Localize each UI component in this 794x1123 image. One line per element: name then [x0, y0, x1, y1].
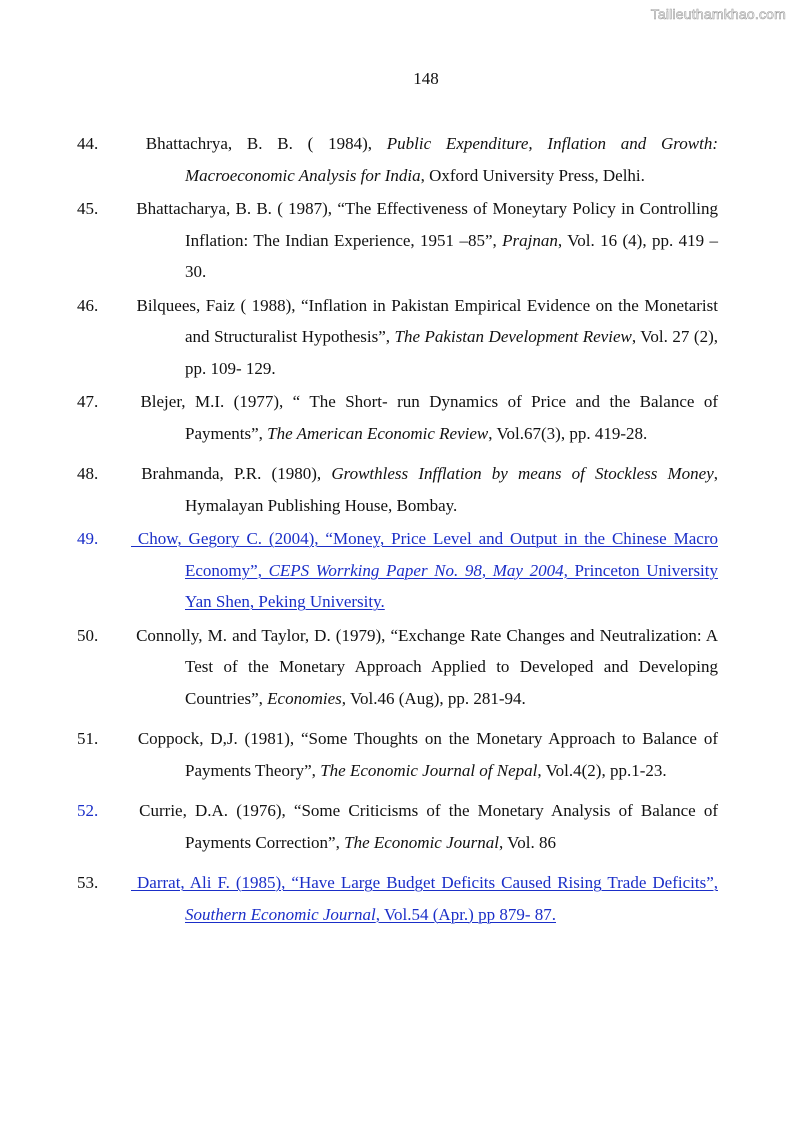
reference-text: , Vol. 16 (4), pp. 419 – 30.: [185, 230, 718, 281]
reference-text: Currie, D.A. (1976), “Some Criticisms of the Monetary Analysis of Balance of Payments Correction”,: [139, 801, 718, 852]
reference-45: 45. Bhattacharya, B. B. ( 1987), “The Effectiveness of Moneytary Policy in Controlling Inflation: The Indian Experience, 1951 –85”, Prajnan, Vol. 16 (4), pp. 419 – 30.: [77, 199, 718, 281]
reference-journal: The Pakistan Development Review: [394, 327, 632, 346]
reference-48: 48. Brahmanda, P.R. (1980), Growthless Infflation by means of Stockless Money, Hymalayan Publishing House, Bombay.: [77, 464, 719, 515]
reference-47: 47. Blejer, M.I. (1977), “ The Short- run Dynamics of Price and the Balance of Payments”, The American Economic Review, Vol.67(3), pp. 419-28.: [77, 392, 719, 443]
reference-journal: Prajnan: [502, 230, 558, 250]
reference-text: , Hymalayan Publishing House, Bombay.: [185, 464, 719, 515]
reference-text: Bhattachrya, B. B. ( 1984),: [145, 134, 387, 153]
reference-journal: The American Economic Review: [267, 423, 489, 443]
reference-link-text[interactable]: Princeton University Yan Shen, Peking University.: [185, 560, 719, 611]
reference-text: , Vol. 27 (2), pp. 109- 129.: [185, 327, 718, 378]
reference-text: Coppock, D,J. (1981), “Some Thoughts on the Monetary Approach to Balance of Payments Theory”,: [137, 729, 718, 780]
reference-text: , Vol.67(3), pp. 419-28.: [488, 423, 648, 443]
watermark-text: Tailieuthamkhao.com: [650, 6, 786, 22]
reference-text: , Vol.46 (Aug), pp. 281-94.: [341, 688, 526, 708]
reference-51: 51. Coppock, D,J. (1981), “Some Thoughts on the Monetary Approach to Balance of Payments Theory”, The Economic Journal of Nepal, Vol.4(2), pp.1-23.: [77, 729, 718, 780]
reference-journal-link[interactable]: CEPS Worrking Paper No. 98, May 2004,: [268, 560, 568, 580]
reference-link-text[interactable]: Chow, Gegory C. (2004), “Money, Price Level and Output in the Chinese Macro Economy”,: [131, 529, 718, 580]
reference-text: Blejer, M.I. (1977), “ The Short- run Dynamics of Price and the Balance of Payments”,: [140, 392, 719, 443]
reference-journal: The Economic Journal: [344, 832, 499, 852]
reference-44: 44. Bhattachrya, B. B. ( 1984), Public Expenditure, Inflation and Growth: Macroeconomic Analysis for India, Oxford University Press, Delhi.: [77, 134, 718, 185]
reference-text: , Oxford University Press, Delhi.: [420, 165, 645, 185]
reference-title: Growthless Infflation by means of Stockless Money: [331, 464, 714, 483]
reference-title: Public Expenditure, Inflation and Growth: Macroeconomic Analysis for India: [185, 134, 718, 185]
reference-journal: Economies: [267, 688, 342, 708]
reference-link-text[interactable]: , Vol.54 (Apr.) pp 879- 87.: [375, 904, 556, 924]
reference-journal: The Economic Journal of Nepal: [320, 760, 538, 780]
reference-journal-link[interactable]: Southern Economic Journal: [185, 904, 376, 924]
reference-52: 52. Currie, D.A. (1976), “Some Criticisms of the Monetary Analysis of Balance of Payments Correction”, The Economic Journal, Vol. 86: [77, 801, 718, 852]
reference-text: Bhattacharya, B. B. ( 1987), “The Effectiveness of Moneytary Policy in Controlling Inflation: The Indian Experience, 1951 –85”,: [136, 199, 718, 250]
page-number: 148: [413, 69, 439, 88]
reference-link-text[interactable]: Darrat, Ali F. (1985), “Have Large Budget Deficits Caused Rising Trade Deficits”,: [131, 873, 718, 892]
reference-text: Connolly, M. and Taylor, D. (1979), “Exchange Rate Changes and Neutralization: A Test of the Monetary Approach Applied to Developed and Developing Countries”,: [136, 625, 719, 708]
reference-50: 50. Connolly, M. and Taylor, D. (1979), “Exchange Rate Changes and Neutralization: A Test of the Monetary Approach Applied to Developed and Developing Countries”, Economies, Vol.46 (Aug), pp. 281-94.: [77, 625, 719, 708]
reference-list: [77, 128, 719, 932]
reference-53: 53. Darrat, Ali F. (1985), “Have Large Budget Deficits Caused Rising Trade Deficits”, Southern Economic Journal, Vol.54 (Apr.) pp 879- 87.: [77, 873, 718, 924]
reference-46: 46. Bilquees, Faiz ( 1988), “Inflation in Pakistan Empirical Evidence on the Monetarist and Structuralist Hypothesis”, The Pakistan Development Review, Vol. 27 (2), pp. 109- 129.: [77, 295, 718, 378]
reference-text: Bilquees, Faiz ( 1988), “Inflation in Pakistan Empirical Evidence on the Monetarist and Structuralist Hypothesis”,: [136, 295, 718, 346]
reference-text: , Vol. 86: [498, 832, 556, 852]
reference-49: 49. Chow, Gegory C. (2004), “Money, Price Level and Output in the Chinese Macro Economy”, CEPS Worrking Paper No. 98, May 2004, Princeton University Yan Shen, Peking University.: [77, 529, 719, 611]
reference-text: Brahmanda, P.R. (1980),: [141, 464, 332, 483]
reference-text: , Vol.4(2), pp.1-23.: [537, 760, 667, 780]
